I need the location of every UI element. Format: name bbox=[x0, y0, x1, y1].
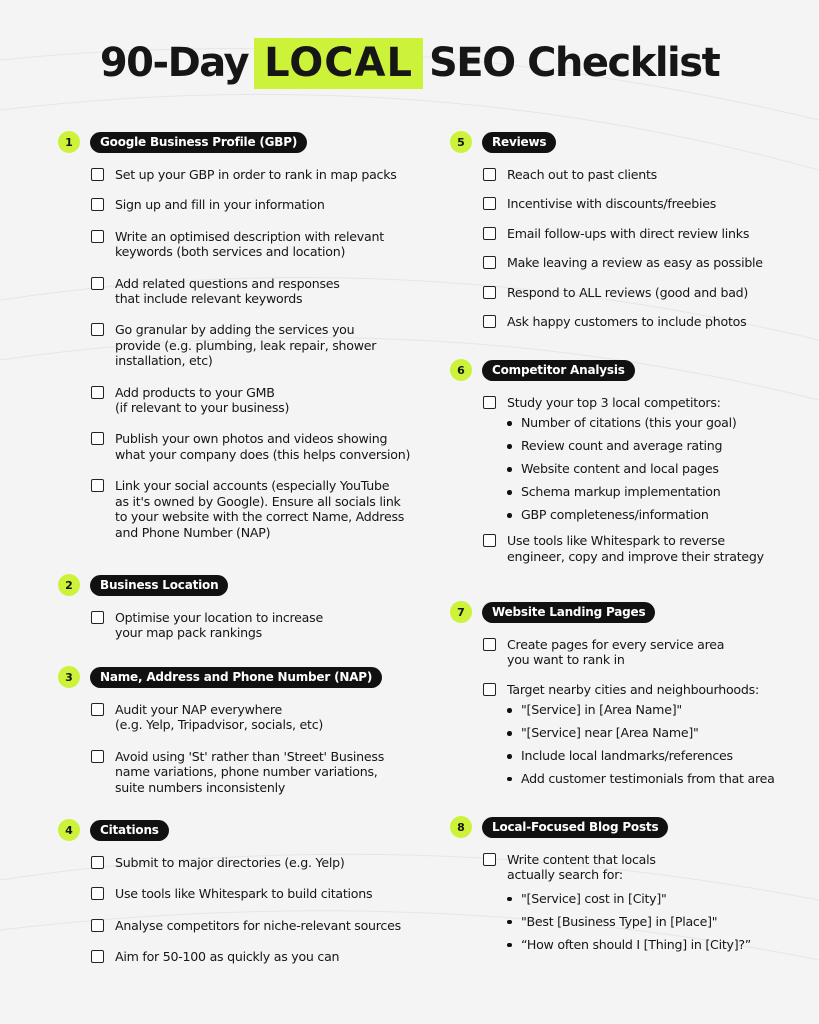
section-number-badge: 2 bbox=[58, 574, 80, 596]
section-number-badge: 5 bbox=[450, 131, 472, 153]
item-text: Optimise your location to increase your map pack rankings bbox=[115, 610, 323, 641]
bullet-item: Number of citations (this your goal) bbox=[507, 415, 790, 430]
checkbox[interactable] bbox=[91, 703, 104, 716]
checkbox[interactable] bbox=[483, 286, 496, 299]
section-google-business-profile bbox=[58, 131, 418, 540]
checkbox[interactable] bbox=[91, 950, 104, 963]
checkbox[interactable] bbox=[483, 534, 496, 547]
section-nap bbox=[58, 666, 418, 795]
item-text: Add products to your GMB (if relevant to your business) bbox=[115, 384, 290, 416]
section-title-pill: Business Location bbox=[90, 575, 228, 596]
checkbox[interactable] bbox=[91, 611, 104, 624]
item-text: Ask happy customers to include photos bbox=[507, 314, 747, 330]
checkbox[interactable] bbox=[91, 479, 104, 492]
item-text: Use tools like Whitespark to build citations bbox=[115, 886, 373, 902]
section-title-pill: Competitor Analysis bbox=[482, 360, 635, 381]
section-business-location bbox=[58, 574, 418, 641]
section-number-badge: 1 bbox=[58, 131, 80, 153]
checkbox[interactable] bbox=[91, 432, 104, 445]
sub-bullet-list bbox=[507, 415, 790, 522]
item-text: Link your social accounts (especially YouTube as it's owned by Google). Ensure all socials link to your website with the correct Name, Address and Phone Number (NAP) bbox=[115, 478, 405, 540]
checkbox[interactable] bbox=[483, 197, 496, 210]
section-local-blog-posts bbox=[450, 816, 790, 960]
bullet-item: Website content and local pages bbox=[507, 461, 790, 476]
checklist-item bbox=[91, 918, 418, 933]
checkbox[interactable] bbox=[91, 230, 104, 243]
checkbox[interactable] bbox=[91, 887, 104, 900]
checkbox[interactable] bbox=[91, 856, 104, 869]
section-number-badge: 4 bbox=[58, 819, 80, 841]
section-title-pill: Reviews bbox=[482, 132, 556, 153]
bullet-item: Include local landmarks/references bbox=[507, 748, 790, 763]
item-text: Use tools like Whitespark to reverse engineer, copy and improve their strategy bbox=[507, 533, 764, 564]
bullet-item: GBP completeness/information bbox=[507, 507, 790, 522]
checklist-item bbox=[91, 276, 418, 307]
sub-bullet-list bbox=[507, 702, 790, 786]
checkbox[interactable] bbox=[483, 168, 496, 181]
checklist-item bbox=[483, 637, 790, 668]
item-text: Aim for 50-100 as quickly as you can bbox=[115, 949, 340, 965]
checklist-item bbox=[483, 852, 790, 883]
checkbox[interactable] bbox=[91, 168, 104, 181]
checkbox[interactable] bbox=[91, 386, 104, 399]
item-text: Incentivise with discounts/freebies bbox=[507, 196, 717, 212]
item-text: Sign up and fill in your information bbox=[115, 197, 325, 213]
section-number-badge: 6 bbox=[450, 359, 472, 381]
checklist-item bbox=[91, 197, 418, 212]
item-text: Email follow-ups with direct review links bbox=[507, 225, 750, 241]
checkbox[interactable] bbox=[483, 396, 496, 409]
checkbox[interactable] bbox=[483, 315, 496, 328]
section-reviews bbox=[450, 131, 790, 329]
checkbox[interactable] bbox=[483, 227, 496, 240]
title-highlight: LOCAL bbox=[254, 38, 423, 89]
title-prefix: 90-Day bbox=[99, 40, 249, 86]
bullet-item: Add customer testimonials from that area bbox=[507, 771, 790, 786]
item-text: Write an optimised description with relevant keywords (both services and location) bbox=[115, 228, 384, 260]
item-text: Target nearby cities and neighbourhoods: bbox=[507, 681, 759, 697]
checkbox[interactable] bbox=[91, 277, 104, 290]
item-text: Publish your own photos and videos showing what your company does (this helps conversion) bbox=[115, 431, 411, 462]
section-number-badge: 3 bbox=[58, 666, 80, 688]
bullet-item: "[Service] near [Area Name]" bbox=[507, 725, 790, 740]
section-number-badge: 7 bbox=[450, 601, 472, 623]
item-text: Make leaving a review as easy as possible bbox=[507, 255, 763, 271]
item-text: Add related questions and responses that include relevant keywords bbox=[115, 275, 340, 307]
bullet-item: Schema markup implementation bbox=[507, 484, 790, 499]
checklist-item bbox=[91, 167, 418, 182]
section-title-pill: Local-Focused Blog Posts bbox=[482, 817, 668, 838]
checklist-item bbox=[91, 855, 418, 870]
bullet-item: "[Service] in [Area Name]" bbox=[507, 702, 790, 717]
checklist-item bbox=[483, 167, 790, 182]
checklist-item bbox=[91, 749, 418, 795]
section-citations bbox=[58, 819, 418, 965]
item-text: Audit your NAP everywhere (e.g. Yelp, Tripadvisor, socials, etc) bbox=[115, 702, 324, 733]
checklist-item bbox=[483, 196, 790, 211]
item-text: Go granular by adding the services you provide (e.g. plumbing, leak repair, shower installation, etc) bbox=[115, 322, 377, 369]
checklist-item bbox=[483, 285, 790, 300]
item-text: Respond to ALL reviews (good and bad) bbox=[507, 284, 749, 300]
checklist-item bbox=[91, 385, 418, 416]
item-text: Set up your GBP in order to rank in map packs bbox=[115, 167, 397, 182]
sub-bullet-list bbox=[507, 891, 790, 952]
bullet-item: Review count and average rating bbox=[507, 438, 790, 453]
section-title-pill: Google Business Profile (GBP) bbox=[90, 132, 307, 153]
section-title-pill: Name, Address and Phone Number (NAP) bbox=[90, 667, 382, 688]
checklist-item bbox=[483, 395, 790, 410]
checklist-item bbox=[483, 255, 790, 270]
checkbox[interactable] bbox=[91, 198, 104, 211]
checklist-item bbox=[91, 322, 418, 368]
item-text: Write content that locals actually search for: bbox=[507, 852, 656, 883]
bullet-item: “How often should I [Thing] in [City]?” bbox=[507, 937, 790, 952]
item-text: Analyse competitors for niche-relevant sources bbox=[115, 917, 401, 933]
title-suffix: SEO Checklist bbox=[429, 40, 720, 86]
item-text: Reach out to past clients bbox=[507, 167, 657, 182]
checklist-item bbox=[483, 682, 790, 697]
section-number-badge: 8 bbox=[450, 816, 472, 838]
checklist-item bbox=[483, 314, 790, 329]
checklist-item bbox=[91, 949, 418, 964]
bullet-item: "[Service] cost in [City]" bbox=[507, 891, 790, 906]
checkbox[interactable] bbox=[483, 638, 496, 651]
item-text: Avoid using 'St' rather than 'Street' Business name variations, phone number variations, suite numbers inconsistenly bbox=[115, 748, 385, 795]
checkbox[interactable] bbox=[91, 750, 104, 763]
checkbox[interactable] bbox=[483, 853, 496, 866]
checkbox[interactable] bbox=[483, 256, 496, 269]
page-title bbox=[0, 38, 819, 89]
item-text: Study your top 3 local competitors: bbox=[507, 395, 721, 410]
checklist-item bbox=[91, 478, 418, 540]
checkbox[interactable] bbox=[91, 323, 104, 336]
item-text: Create pages for every service area you want to rank in bbox=[507, 637, 725, 668]
section-competitor-analysis bbox=[450, 359, 790, 564]
section-website-landing-pages bbox=[450, 601, 790, 794]
checkbox[interactable] bbox=[91, 919, 104, 932]
checklist-item bbox=[91, 431, 418, 462]
checklist-item bbox=[91, 610, 418, 641]
bullet-item: "Best [Business Type] in [Place]" bbox=[507, 914, 790, 929]
section-title-pill: Citations bbox=[90, 820, 169, 841]
checklist-item bbox=[483, 226, 790, 241]
checklist-item bbox=[483, 533, 790, 564]
checklist-item bbox=[91, 886, 418, 901]
checklist-item bbox=[91, 702, 418, 733]
checkbox[interactable] bbox=[483, 683, 496, 696]
section-title-pill: Website Landing Pages bbox=[482, 602, 655, 623]
checklist-item bbox=[91, 229, 418, 260]
item-text: Submit to major directories (e.g. Yelp) bbox=[115, 855, 345, 870]
